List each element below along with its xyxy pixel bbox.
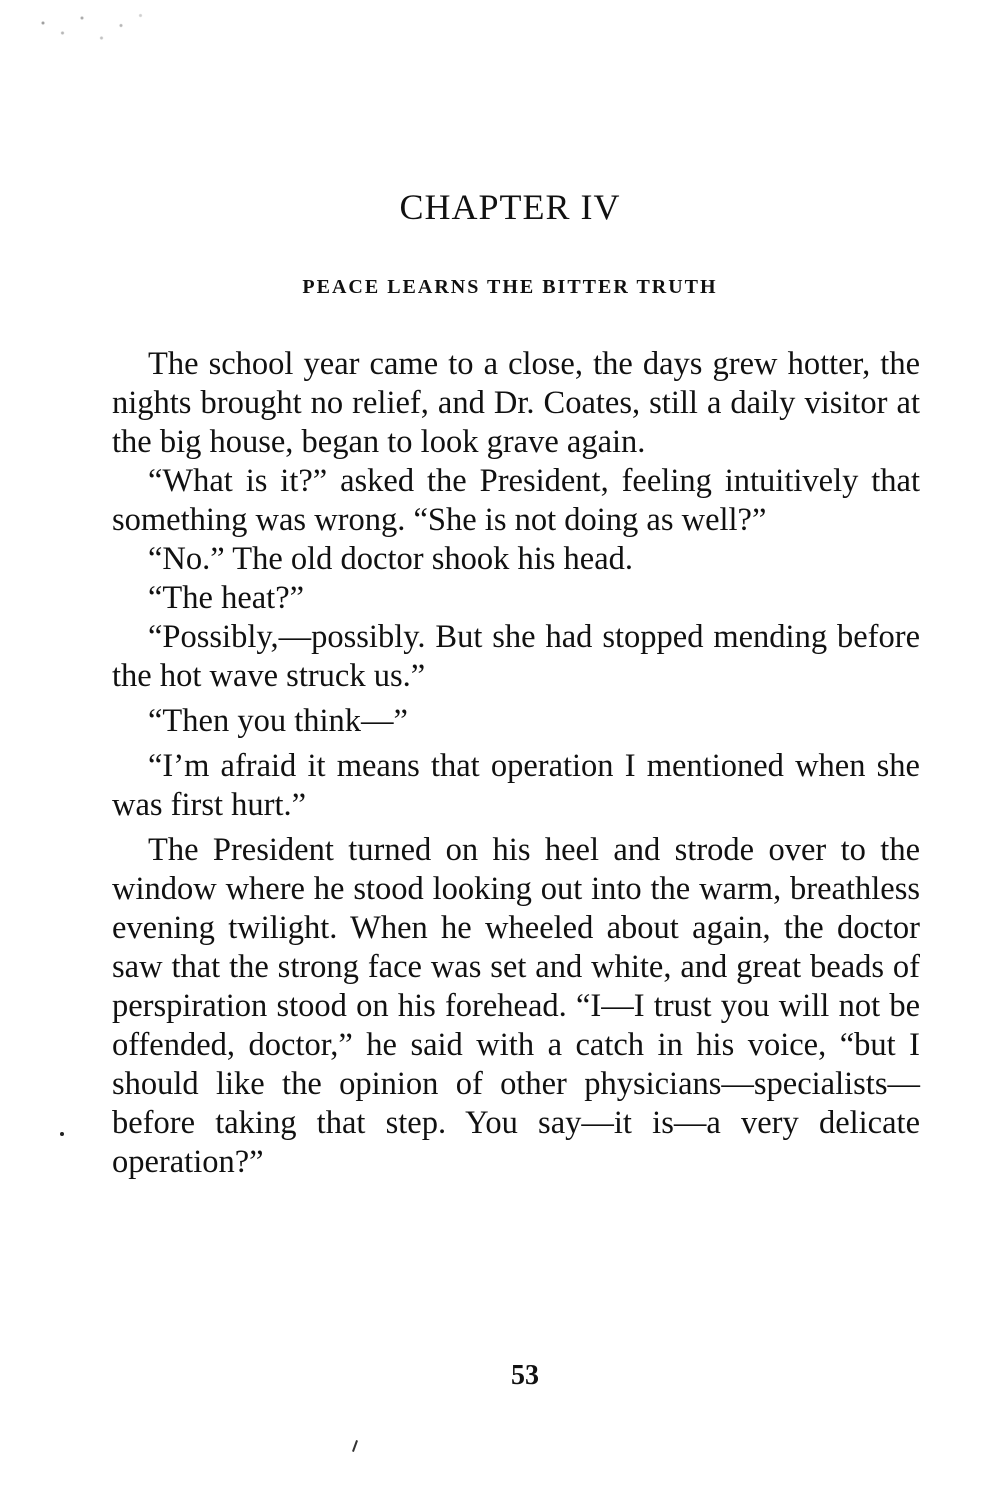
paragraph: “Then you think—” (148, 703, 408, 739)
paragraph: “The heat?” (148, 580, 305, 616)
paragraph: The school year came to a close, the days grew hotter, the nights brought no relief, and Dr. Coates, still a daily visitor at the big house, began to look grave again. (112, 346, 920, 460)
paragraph: “Possibly,—possibly. But she had stopped mending before the hot wave struck us.” (112, 619, 920, 694)
paragraph: “What is it?” asked the President, feeling intuitively that something was wrong. “She is not doing as well?” (112, 463, 920, 538)
stray-mark (60, 1132, 64, 1136)
chapter-subtitle: PEACE LEARNS THE BITTER TRUTH (302, 276, 718, 298)
page-number: 53 (511, 1360, 539, 1391)
chapter-title: CHAPTER IV (399, 187, 621, 227)
paragraph: The President turned on his heel and strode over to the window where he stood looking out into the warm, breathless evening twilight. When he wheeled about again, the doctor saw that the strong face was set and white, and great beads of perspiration stood on his forehead. “I—I trust you will not be offended, doctor,” he said with a catch in his voice, “but I should like the opinion of other physicians—specialists—before taking that step. You say—it is—a very delicate operation?” (112, 832, 920, 1180)
print-speckle (30, 8, 160, 58)
paragraph: “No.” The old doctor shook his head. (148, 541, 633, 577)
stray-mark (352, 1440, 358, 1452)
body-text (112, 345, 920, 1182)
paragraph: “I’m afraid it means that operation I mentioned when she was first hurt.” (112, 748, 920, 823)
